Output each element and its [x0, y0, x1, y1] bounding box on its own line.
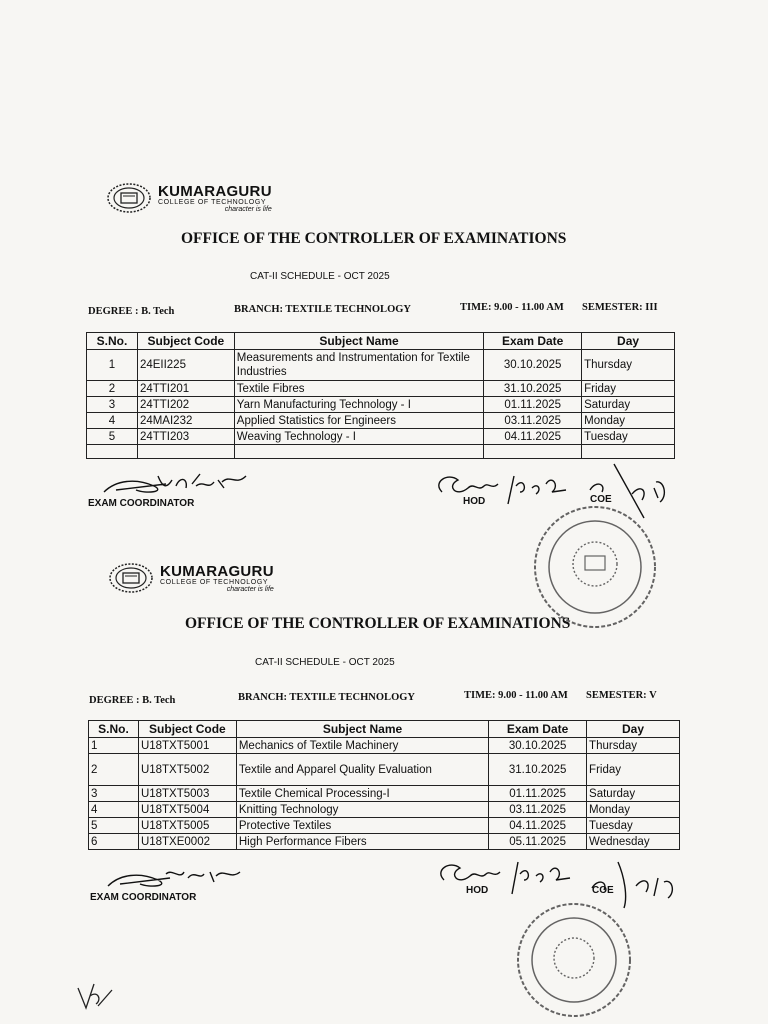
- college-emblem-icon: [106, 182, 152, 214]
- logo-tagline: character is life: [226, 585, 274, 593]
- table-cell: Mechanics of Textile Machinery: [236, 738, 488, 754]
- column-header: Exam Date: [489, 721, 587, 738]
- table-cell: 24MAI232: [137, 413, 234, 429]
- column-header: S.No.: [89, 721, 139, 738]
- table-cell: 04.11.2025: [484, 429, 582, 445]
- table-cell: 01.11.2025: [484, 397, 582, 413]
- table-cell: 03.11.2025: [489, 802, 587, 818]
- logo-tagline: character is life: [224, 205, 272, 213]
- table-cell: 24TTI203: [137, 429, 234, 445]
- coe-label: COE: [590, 494, 612, 505]
- column-header: Subject Name: [236, 721, 488, 738]
- initials-mark: [68, 976, 118, 1016]
- table-cell: Saturday: [582, 397, 675, 413]
- table-cell: 24TTI201: [137, 381, 234, 397]
- column-header: Subject Name: [234, 333, 483, 350]
- table-cell: 4: [87, 413, 138, 429]
- table-cell: Thursday: [587, 738, 680, 754]
- table-row: [89, 802, 680, 818]
- table-cell: Tuesday: [587, 818, 680, 834]
- time-label: TIME: 9.00 - 11.00 AM: [464, 690, 568, 701]
- table-cell: U18TXT5003: [138, 786, 236, 802]
- table-cell: Monday: [582, 413, 675, 429]
- table-cell: U18TXE0002: [138, 834, 236, 850]
- column-header: Exam Date: [484, 333, 582, 350]
- table-row: [87, 350, 675, 381]
- column-header: Day: [582, 333, 675, 350]
- table-cell: Applied Statistics for Engineers: [234, 413, 483, 429]
- column-header: S.No.: [87, 333, 138, 350]
- table-cell: Friday: [587, 754, 680, 786]
- table-cell: 1: [89, 738, 139, 754]
- table-cell: Weaving Technology - I: [234, 429, 483, 445]
- table-cell: 30.10.2025: [489, 738, 587, 754]
- table-cell: U18TXT5002: [138, 754, 236, 786]
- table-cell: High Performance Fibers: [236, 834, 488, 850]
- table-row: [87, 413, 675, 429]
- hod-label: HOD: [466, 885, 489, 896]
- time-label: TIME: 9.00 - 11.00 AM: [460, 302, 564, 313]
- table-cell: 5: [87, 429, 138, 445]
- hod-label: HOD: [463, 496, 486, 507]
- table-row: [87, 381, 675, 397]
- hod-signature: [430, 856, 580, 896]
- table-row: [89, 834, 680, 850]
- table-cell: U18TXT5005: [138, 818, 236, 834]
- office-title: OFFICE OF THE CONTROLLER OF EXAMINATIONS: [185, 615, 571, 632]
- table-cell: 2: [89, 754, 139, 786]
- office-title: OFFICE OF THE CONTROLLER OF EXAMINATIONS: [181, 230, 567, 247]
- table-cell: Saturday: [587, 786, 680, 802]
- branch-label: BRANCH: TEXTILE TECHNOLOGY: [238, 692, 415, 703]
- table-cell: Textile and Apparel Quality Evaluation: [236, 754, 488, 786]
- table-cell: Knitting Technology: [236, 802, 488, 818]
- table-cell: 3: [87, 397, 138, 413]
- controller-seal-icon: [530, 502, 660, 632]
- table-cell: 5: [89, 818, 139, 834]
- schedule-title: CAT-II SCHEDULE - OCT 2025: [255, 657, 395, 668]
- schedule-title: CAT-II SCHEDULE - OCT 2025: [250, 271, 390, 282]
- column-header: Subject Code: [138, 721, 236, 738]
- table-cell: Textile Chemical Processing-I: [236, 786, 488, 802]
- table-cell: 4: [89, 802, 139, 818]
- schedule-table: [86, 332, 675, 459]
- table-cell: Monday: [587, 802, 680, 818]
- table-cell: Thursday: [582, 350, 675, 381]
- degree-label: DEGREE : B. Tech: [88, 306, 175, 317]
- table-cell: 01.11.2025: [489, 786, 587, 802]
- table-cell: 1: [87, 350, 138, 381]
- schedule-table: [88, 720, 680, 850]
- table-cell: 24TTI202: [137, 397, 234, 413]
- table-cell: 04.11.2025: [489, 818, 587, 834]
- controller-seal-icon: [514, 900, 634, 1020]
- table-row-empty: [87, 445, 675, 459]
- table-row: [87, 429, 675, 445]
- college-logo: [108, 562, 274, 594]
- table-cell: U18TXT5004: [138, 802, 236, 818]
- table-cell: 31.10.2025: [484, 381, 582, 397]
- table-cell: Tuesday: [582, 429, 675, 445]
- column-header: Day: [587, 721, 680, 738]
- table-cell: 30.10.2025: [484, 350, 582, 381]
- table-cell: Textile Fibres: [234, 381, 483, 397]
- table-row: [89, 754, 680, 786]
- table-row: [87, 397, 675, 413]
- table-cell: Wednesday: [587, 834, 680, 850]
- column-header: Subject Code: [137, 333, 234, 350]
- college-logo: [106, 182, 272, 214]
- table-cell: 05.11.2025: [489, 834, 587, 850]
- table-row: [89, 786, 680, 802]
- table-cell: Protective Textiles: [236, 818, 488, 834]
- semester-label: SEMESTER: V: [586, 690, 657, 701]
- logo-name: KUMARAGURU: [160, 562, 274, 580]
- table-cell: U18TXT5001: [138, 738, 236, 754]
- table-header-row: [87, 333, 675, 350]
- table-cell: Friday: [582, 381, 675, 397]
- table-cell: 6: [89, 834, 139, 850]
- table-cell: 03.11.2025: [484, 413, 582, 429]
- table-header-row: [89, 721, 680, 738]
- coe-label: COE: [592, 885, 614, 896]
- table-cell: 2: [87, 381, 138, 397]
- table-row: [89, 738, 680, 754]
- table-cell: 24EII225: [137, 350, 234, 381]
- exam-coordinator-label: EXAM COORDINATOR: [90, 892, 197, 903]
- table-cell: 3: [89, 786, 139, 802]
- college-emblem-icon: [108, 562, 154, 594]
- semester-label: SEMESTER: III: [582, 302, 658, 313]
- logo-subtitle: COLLEGE OF TECHNOLOGY: [158, 198, 267, 206]
- logo-name: KUMARAGURU: [158, 182, 272, 200]
- logo-subtitle: COLLEGE OF TECHNOLOGY: [160, 578, 269, 586]
- coordinator-signature: [96, 466, 256, 500]
- branch-label: BRANCH: TEXTILE TECHNOLOGY: [234, 304, 411, 315]
- table-cell: 31.10.2025: [489, 754, 587, 786]
- degree-label: DEGREE : B. Tech: [89, 695, 176, 706]
- table-cell: Yarn Manufacturing Technology - I: [234, 397, 483, 413]
- table-cell: Measurements and Instrumentation for Textile Industries: [234, 350, 483, 381]
- coordinator-signature: [100, 860, 260, 894]
- table-row: [89, 818, 680, 834]
- exam-coordinator-label: EXAM COORDINATOR: [88, 498, 195, 509]
